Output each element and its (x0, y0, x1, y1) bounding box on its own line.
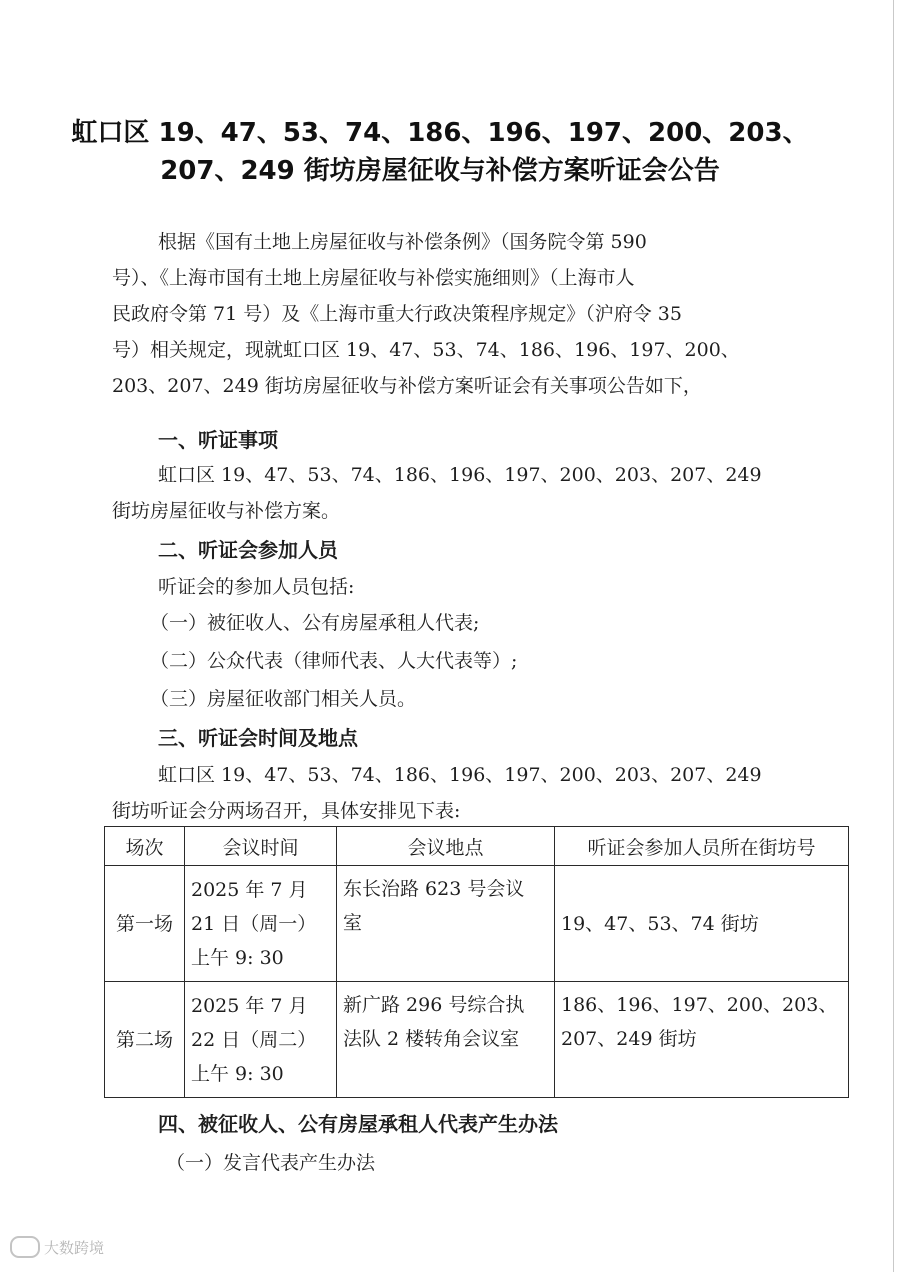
watermark (10, 1236, 104, 1258)
intro-line: 号）、《上海市国有土地上房屋征收与补偿实施细则》（上海市人 (112, 267, 635, 289)
intro-line: 根据《国有土地上房屋征收与补偿条例》（国务院令第 590 (158, 231, 647, 253)
header-time: 会议时间 (185, 827, 337, 866)
intro-line: 民政府令第 71 号）及《上海市重大行政决策程序规定》（沪府令 35 (112, 303, 682, 325)
title-line-2: 207、249 街坊房屋征收与补偿方案听证会公告 (160, 156, 720, 186)
table-row (105, 982, 849, 1098)
blocks-line: 19、47、53、74 街坊 (561, 912, 759, 935)
session-cell: 第二场 (105, 982, 185, 1098)
schedule-table (104, 826, 849, 1098)
session-cell: 第一场 (105, 866, 185, 982)
section2-item-1: （一）被征收人、公有房屋承租人代表; (150, 612, 480, 634)
time-line: 22 日（周二） (191, 1028, 317, 1051)
time-cell (185, 866, 337, 982)
header-place: 会议地点 (337, 827, 555, 866)
section1-heading: 一、听证事项 (158, 428, 278, 452)
time-line: 21 日（周一） (191, 912, 317, 935)
time-line: 2025 年 7 月 (191, 994, 308, 1017)
watermark-logo-icon (10, 1236, 40, 1258)
time-cell (185, 982, 337, 1098)
page-edge-line (893, 0, 894, 1272)
place-line: 室 (343, 912, 363, 934)
intro-line: 号）相关规定，现就虹口区 19、47、53、74、186、196、197、200、 (112, 339, 740, 361)
time-line: 上午 9: 30 (191, 1062, 284, 1085)
table-row (105, 866, 849, 982)
header-blocks: 听证会参加人员所在街坊号 (555, 827, 849, 866)
time-line: 上午 9: 30 (191, 946, 284, 969)
section1-line-2: 街坊房屋征收与补偿方案。 (112, 500, 341, 522)
section3-line-1: 虹口区 19、47、53、74、186、196、197、200、203、207、249 (158, 764, 762, 786)
table-header-row (105, 827, 849, 866)
place-line: 法队 2 楼转角会议室 (343, 1028, 520, 1050)
section1-line-1: 虹口区 19、47、53、74、186、196、197、200、203、207、249 (158, 464, 762, 486)
place-line: 东长治路 623 号会议 (343, 878, 525, 900)
section2-lead: 听证会的参加人员包括: (158, 576, 355, 598)
blocks-line: 207、249 街坊 (561, 1028, 697, 1050)
section4-heading: 四、被征收人、公有房屋承租人代表产生办法 (158, 1112, 558, 1136)
section2-item-2: （二）公众代表（律师代表、人大代表等）; (150, 650, 518, 672)
section3-heading: 三、听证会时间及地点 (158, 726, 358, 750)
section2-heading: 二、听证会参加人员 (158, 538, 338, 562)
section4-sub: （一）发言代表产生办法 (166, 1152, 376, 1174)
place-cell (337, 866, 555, 982)
title-line-1: 虹口区 19、47、53、74、186、196、197、200、203、 (71, 118, 809, 148)
blocks-cell (555, 866, 849, 982)
section2-item-3: （三）房屋征收部门相关人员。 (150, 688, 417, 710)
section3-line-2: 街坊听证会分两场召开，具体安排见下表: (112, 800, 461, 822)
watermark-text: 大数跨境 (44, 1238, 105, 1257)
time-line: 2025 年 7 月 (191, 878, 308, 901)
place-cell (337, 982, 555, 1098)
blocks-cell (555, 982, 849, 1098)
header-session: 场次 (105, 827, 185, 866)
intro-line: 203、207、249 街坊房屋征收与补偿方案听证会有关事项公告如下， (112, 375, 702, 397)
blocks-line: 186、196、197、200、203、 (561, 994, 838, 1016)
place-line: 新广路 296 号综合执 (343, 994, 525, 1016)
intro-paragraph (112, 224, 802, 404)
